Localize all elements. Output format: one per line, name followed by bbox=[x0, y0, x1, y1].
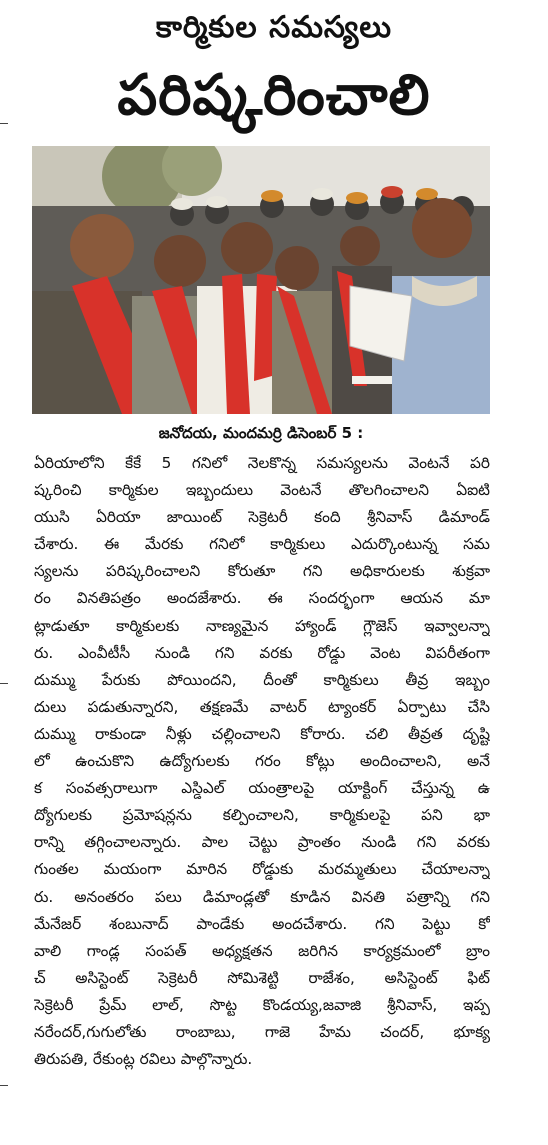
article-line: సెక్రెటరీ ప్రేమ్ లాల్, సొట్ట కొండయ్య,జవాజి శ్రీనివాస్, ఇప్ప bbox=[34, 995, 490, 1014]
margin-mark bbox=[0, 1085, 8, 1086]
article-line: లో ఉంచుకొని ఉద్యోగులకు గరం కోట్లు అందించాలని, అనే bbox=[34, 752, 490, 771]
article-line: ష్కరించి కార్మికుల ఇబ్బందులు వెంటనే తొలగించాలని ఏఐటి bbox=[34, 481, 490, 500]
margin-mark bbox=[0, 123, 8, 124]
article-line: దుమ్ము రాకుండా నీళ్లు చల్లించాలని కోరారు. చలి తీవ్రత దృష్టి bbox=[34, 724, 490, 743]
article-headline: పరిష్కరించాలి bbox=[117, 63, 431, 128]
photo-image-icon bbox=[32, 146, 490, 414]
article-line: గుంతల మయంగా మారిన రోడ్డుకు మరమ్మతులు చేయాలన్నా bbox=[34, 860, 490, 879]
article-line: రు. ఎంవీటీసీ నుండి గని వరకు రోడ్డు వెంట విపరీతంగా bbox=[34, 643, 490, 662]
margin-mark bbox=[0, 683, 8, 684]
article-line: వాలి గాండ్ల సంపత్ అధ్యక్షతన జరిగిన కార్యక్రమంలో బ్రాం bbox=[34, 941, 490, 960]
article-line: రం వినతిపత్రం అందజేశారు. ఈ సందర్భంగా ఆయన మా bbox=[34, 589, 490, 608]
article-line: దులు పడుతున్నారని, తక్షణమే వాటర్ ట్యాంకర్ ఏర్పాటు చేసి bbox=[34, 697, 490, 716]
article-line: దుమ్ము పేరుకు పోయిందని, దీంతో కార్మికులు తీవ్ర ఇబ్బం bbox=[34, 670, 490, 689]
article-line: రు. అనంతరం పలు డిమాండ్లతో కూడిన వినతి పత్రాన్ని గని bbox=[34, 887, 490, 906]
article-line: ద్యోగులకు ప్రమోషన్లను కల్పించాలని, కార్మికులపై పని భా bbox=[34, 806, 490, 825]
article-line: క సంవత్సరాలుగా ఎస్డిఎల్ యంత్రాలపై యాక్టింగ్ చేస్తున్న ఉ bbox=[34, 779, 490, 798]
article-line: మేనేజర్ శంబునాద్ పాండేకు అందచేశారు. గని పెట్టు కో bbox=[34, 914, 490, 933]
article-line: తిరుపతి, రేకుంట్ల రవిలు పాల్గొన్నారు. bbox=[34, 1050, 253, 1069]
article-body bbox=[34, 450, 490, 1073]
article-line: స్యలను పరిష్కరించాలని కోరుతూ గని అధికారులకు శుక్రవా bbox=[34, 562, 490, 581]
article-line: చ్ అసిస్టెంట్ సెక్రెటరీ సోమిశెట్టి రాజేశం, అసిస్టెంట్ ఫిట్ bbox=[34, 968, 490, 987]
article-subheadline: కార్మికుల సమస్యలు bbox=[155, 10, 393, 45]
article-line: ఏరియాలోని కేకే 5 గనిలో నెలకొన్న సమస్యలను వెంటనే పరి bbox=[34, 454, 490, 472]
news-photo bbox=[32, 146, 490, 414]
article-line: నరేందర్,గుగులోతు రాంబాబు, గాజె హేమ చందర్, భూక్య bbox=[34, 1022, 490, 1041]
article-line: చేశారు. ఈ మేరకు గనిలో కార్మికులు ఎదుర్కొంటున్న సమ bbox=[34, 535, 490, 554]
article-line: యుసి ఏరియా జాయింట్ సెక్రెటరీ కంది శ్రీనివాస్ డిమాండ్ bbox=[34, 508, 490, 527]
dateline: జనోదయ, మందమర్రి డిసెంబర్ 5 : bbox=[158, 424, 364, 442]
article-line: రాన్ని తగ్గించాలన్నారు. పాల చెట్టు ప్రాంతం నుండి గని వరకు bbox=[34, 833, 490, 852]
article-line: ట్లాడుతూ కార్మికులకు నాణ్యమైన హ్యాండ్ గ్లౌజెస్ ఇవ్వాలన్నా bbox=[34, 616, 490, 635]
